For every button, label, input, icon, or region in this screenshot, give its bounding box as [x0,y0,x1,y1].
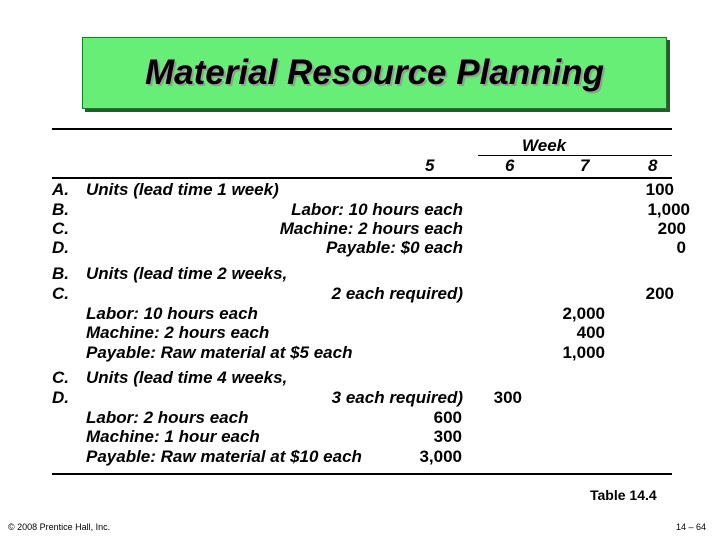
b-machine-value: 400 [576,323,605,342]
b-units-value: 200 [645,284,674,303]
week-6-header: 6 [505,156,515,175]
a-machine-label: Machine: 2 hours each [279,219,463,238]
b-payable-value: 1,000 [562,343,605,362]
b-machine-label: Machine: 2 hours each [86,323,270,342]
table-bottom-rule [52,473,672,475]
c-payable-value: 3,000 [419,447,462,466]
row-letter: A. [52,180,69,199]
row-letter: B. [52,264,69,283]
c-units-value: 300 [493,388,522,407]
row-letter: B. [52,200,69,219]
a-labor-value: 1,000 [647,200,690,219]
b-payable-label: Payable: Raw material at $5 each [86,343,353,362]
week-5-header: 5 [425,156,435,175]
a-payable-value: 0 [676,238,686,257]
week-7-header: 7 [580,156,590,175]
a-machine-value: 200 [657,219,686,238]
table-caption: Table 14.4 [590,487,657,503]
a-labor-label: Labor: 10 hours each [291,200,463,219]
page-title: Material Resource Planning [144,53,605,92]
row-letter: C. [52,219,69,238]
b-labor-value: 2,000 [562,304,605,323]
week-header: Week [522,136,567,155]
row-letter: C. [52,284,69,303]
row-letter: D. [52,238,69,257]
c-labor-value: 600 [433,408,462,427]
b-labor-label: Labor: 10 hours each [86,304,258,323]
c-machine-label: Machine: 1 hour each [86,427,260,446]
a-units-value: 100 [645,180,674,199]
page-number: 14 – 64 [676,522,707,532]
copyright-footer: © 2008 Prentice Hall, Inc. [8,522,111,532]
table-top-rule [52,128,672,130]
a-units-label: Units (lead time 1 week) [86,180,279,199]
row-letter: D. [52,388,69,407]
b-units-label-2: 2 each required) [331,284,463,303]
a-payable-label: Payable: $0 each [325,238,463,257]
week-8-header: 8 [648,156,658,175]
header-rule [52,177,672,179]
c-units-label: Units (lead time 4 weeks, [86,368,288,387]
b-units-label: Units (lead time 2 weeks, [86,264,288,283]
c-machine-value: 300 [433,427,462,446]
c-labor-label: Labor: 2 hours each [86,408,249,427]
title-banner [82,37,667,109]
c-units-label-2: 3 each required) [331,388,463,407]
c-payable-label: Payable: Raw material at $10 each [86,447,362,466]
row-letter: C. [52,368,69,387]
